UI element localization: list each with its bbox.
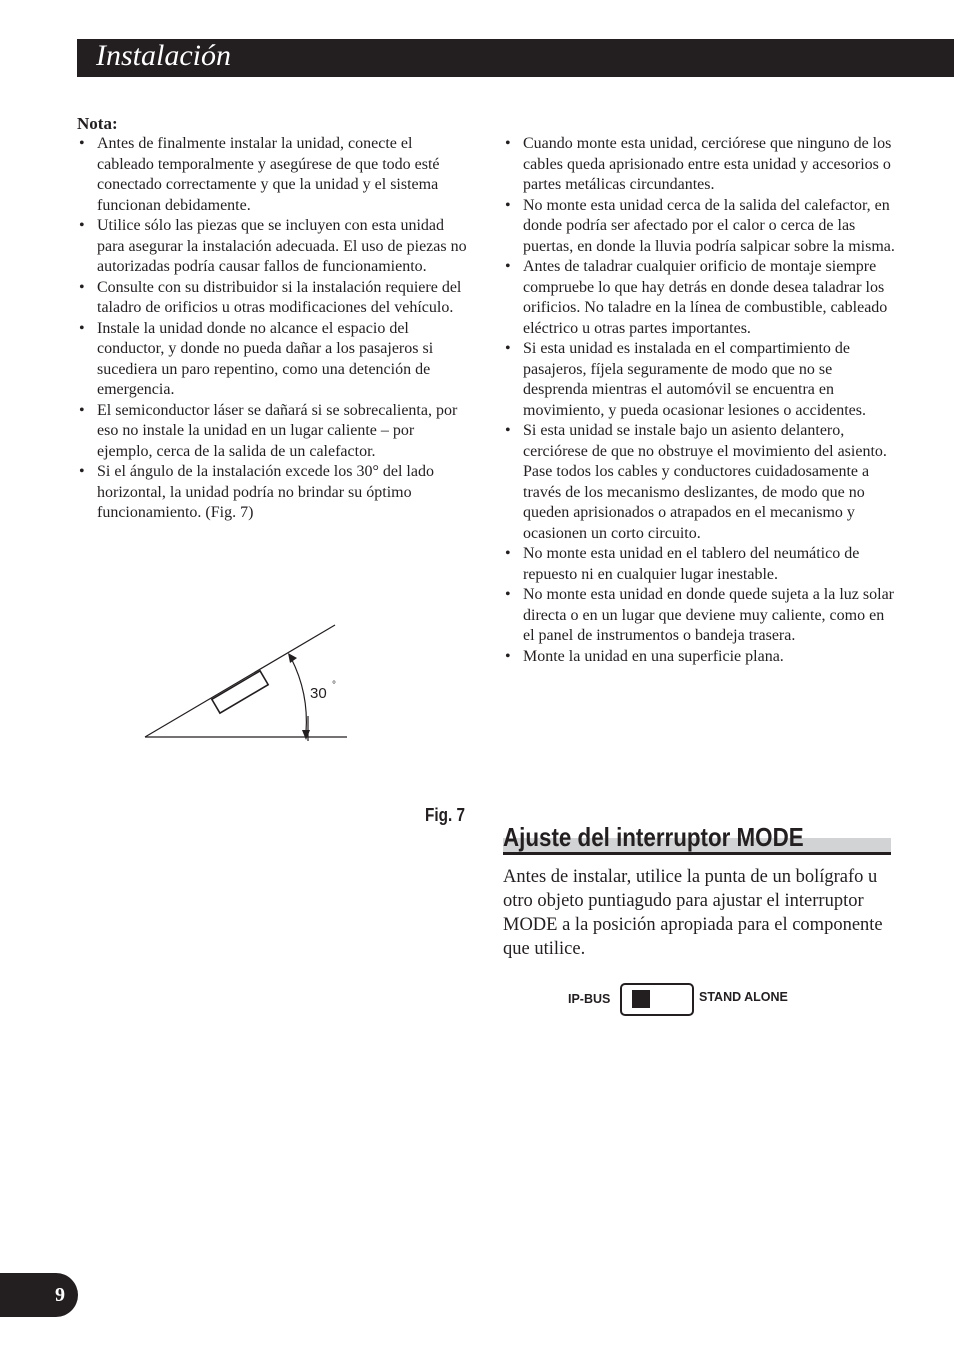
- list-item: • Si el ángulo de la instalación excede los 30° del lado horizontal, la unidad podría no brindar su óptimo funcionamiento. (Fig. 7): [77, 462, 467, 524]
- note-title: Nota:: [77, 114, 118, 133]
- mode-switch: [620, 983, 694, 1016]
- list-item: • El semiconductor láser se dañará si se sobrecalienta, por eso no instale la unidad en un lugar caliente – por ejemplo, cerca de la salida de un calefactor.: [77, 401, 467, 463]
- list-item: • No monte esta unidad cerca de la salida del calefactor, en donde podría ser afectado por el calor o cerca de las puertas, en donde la lluvia podría salpicar sobre la misma.: [503, 196, 898, 258]
- right-column: [503, 134, 898, 667]
- angle-label: 30: [310, 685, 327, 702]
- list-item: • No monte esta unidad en el tablero del neumático de repuesto ni en cualquier lugar inestable.: [503, 544, 898, 585]
- list-item: • Instale la unidad donde no alcance el espacio del conductor, y donde no pueda dañar a los pasajeros si sucediera un paro repentino, como una detención de emergencia.: [77, 319, 467, 401]
- list-item: • Si esta unidad es instalada en el compartimiento de pasajeros, fíjela seguramente de modo que no se desprenda mientras el automóvil se encuentra en movimiento, y pueda ocasionar lesiones o accidentes.: [503, 339, 898, 421]
- switch-knob: [632, 990, 650, 1008]
- list-item: • No monte esta unidad en donde quede sujeta a la luz solar directa o en un lugar que deviene muy caliente, como en el panel de instrumentos o bandeja trasera.: [503, 585, 898, 647]
- left-column: [77, 114, 467, 524]
- figure-caption: Fig. 7: [425, 805, 465, 825]
- arrow-head-icon: [302, 730, 310, 740]
- section-title: Ajuste del interruptor MODE: [503, 822, 804, 852]
- angle-arc: [291, 658, 306, 732]
- page-title: Instalación: [96, 39, 231, 72]
- switch-label-ip-bus: IP-BUS: [568, 992, 611, 1006]
- list-item: • Antes de taladrar cualquier orificio de montaje siempre compruebe lo que hay detrás en donde desea taladrar los orificios. No taladre en la línea de combustible, cableado eléctrico u otras partes importantes.: [503, 257, 898, 339]
- list-item: • Utilice sólo las piezas que se incluyen con esta unidad para asegurar la instalación adecuada. El uso de piezas no autorizadas podría causar fallos de funcionamiento.: [77, 216, 467, 278]
- list-item: • Antes de finalmente instalar la unidad, conecte el cableado temporalmente y asegúrese de que todo esté conectado correctamente y que la unidad y el sistema funcionan debidamente.: [77, 134, 467, 216]
- list-item: • Si esta unidad se instale bajo un asiento delantero, cerciórese de que no obstruye el movimiento del asiento. Pase todos los cables y conductores cuidadosamente a través de los mecanismo deslizantes, de modo que no queden aprisionados o atrapados en el mecanismo y ocasionen un corto circuito.: [503, 421, 898, 544]
- page-number: 9: [55, 1284, 65, 1306]
- list-item: • Cuando monte esta unidad, cerciórese que ninguno de los cables queda aprisionado entre esta unidad y accesorios o partes metálicas circundantes.: [503, 134, 898, 196]
- degree-mark: °: [332, 680, 336, 691]
- installation-angle-diagram: [140, 620, 355, 745]
- list-item: • Monte la unidad en una superficie plana.: [503, 647, 898, 668]
- switch-label-stand-alone: STAND ALONE: [699, 990, 788, 1004]
- section-body: Antes de instalar, utilice la punta de un bolígrafo u otro objeto puntiagudo para ajustar el interruptor MODE a la posición apropiada para el componente que utilice.: [503, 867, 883, 959]
- list-item: • Consulte con su distribuidor si la instalación requiere del taladro de orificios u otras modificaciones del vehículo.: [77, 278, 467, 319]
- note-list: [77, 134, 467, 524]
- page-number-tab: [0, 1273, 78, 1317]
- section-heading: [503, 820, 891, 855]
- caution-list: [503, 134, 898, 667]
- header-bar: [77, 39, 954, 77]
